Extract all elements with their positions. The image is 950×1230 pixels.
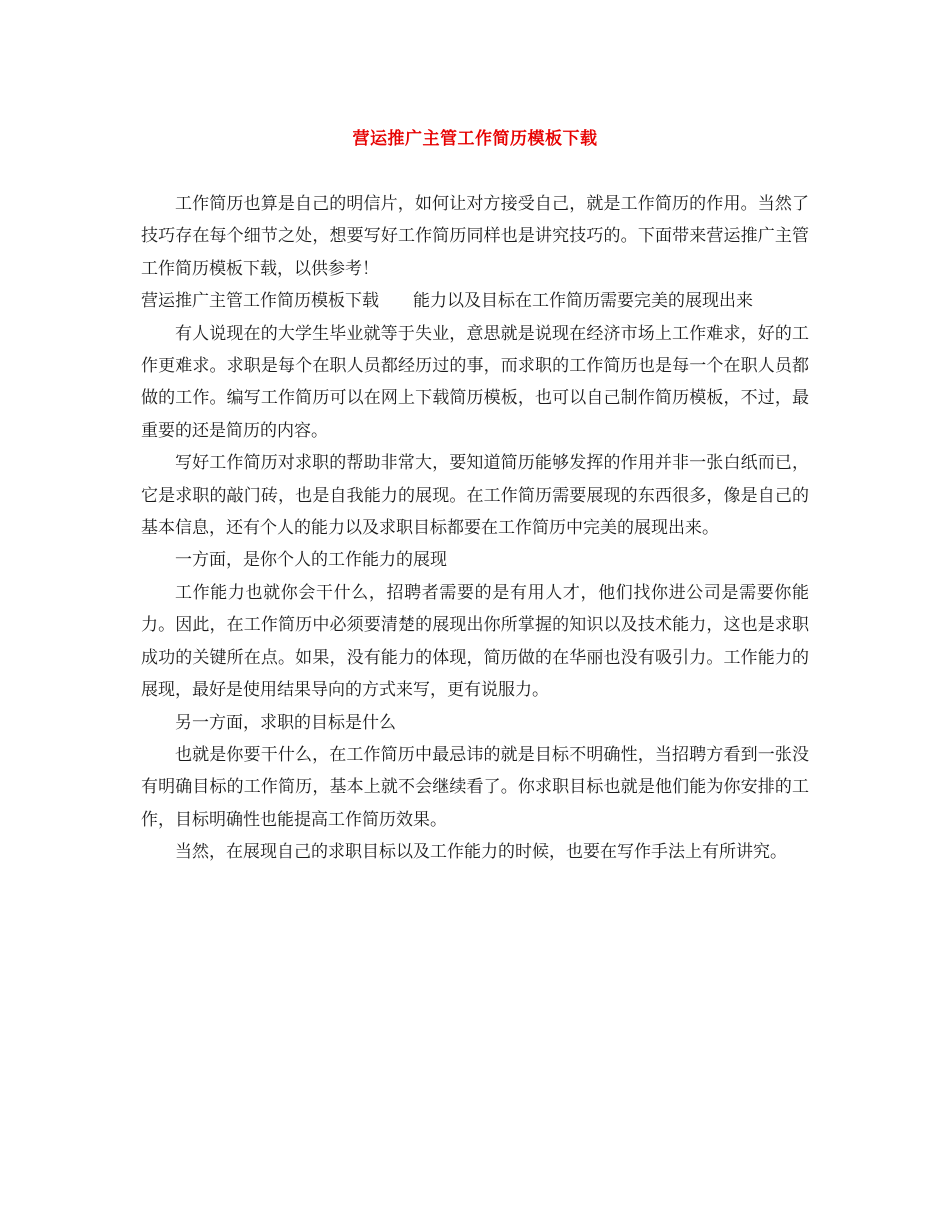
document-title: 营运推广主管工作简历模板下载 <box>352 129 598 149</box>
paragraph-resume-importance: 写好工作简历对求职的帮助非常大，要知道简历能够发挥的作用并非一张白纸而已，它是求职的敲门砖，也是自我能力的展现。在工作简历需要展现的东西很多，像是自己的基本信息，还有个人的能力以及求职目标都要在工作简历中完美的展现出来。 <box>141 453 809 539</box>
paragraph-ability: 工作能力也就你会干什么，招聘者需要的是有用人才，他们找你进公司是需要你能力。因此，在工作简历中必须要清楚的展现出你所掌握的知识以及技术能力，这也是求职成功的关键所在点。如果，没有能力的体现，简历做的在华丽也没有吸引力。工作能力的展现，最好是使用结果导向的方式来写，更有说服力。 <box>141 582 809 701</box>
paragraph-conclusion: 当然，在展现自己的求职目标以及工作能力的时候，也要在写作手法上有所讲究。 <box>175 842 787 863</box>
section-heading-ability: 一方面，是你个人的工作能力的展现 <box>175 550 447 571</box>
paragraph-goal: 也就是你要干什么，在工作简历中最忌讳的就是目标不明确性，当招聘方看到一张没有明确目标的工作简历，基本上就不会继续看了。你求职目标也就是他们能为你安排的工作，目标明确性也能提高工作简历效果。 <box>141 744 809 830</box>
paragraph-intro: 工作简历也算是自己的明信片，如何让对方接受自己，就是工作简历的作用。当然了技巧存在每个细节之处，想要写好工作简历同样也是讲究技巧的。下面带来营运推广主管工作简历模板下载，以供参考！ <box>141 194 809 279</box>
paragraph-subtitle-line: 营运推广主管工作简历模板下载 能力以及目标在工作简历需要完美的展现出来 <box>141 291 753 312</box>
section-heading-goal: 另一方面，求职的目标是什么 <box>175 712 396 733</box>
paragraph-job-difficulty: 有人说现在的大学生毕业就等于失业，意思就是说现在经济市场上工作难求，好的工作更难求。求职是每个在职人员都经历过的事，而求职的工作简历也是每一个在职人员都做的工作。编写工作简历可以在网上下载简历模板，也可以自己制作简历模板，不过，最重要的还是简历的内容。 <box>141 323 809 441</box>
document-body <box>141 188 809 869</box>
